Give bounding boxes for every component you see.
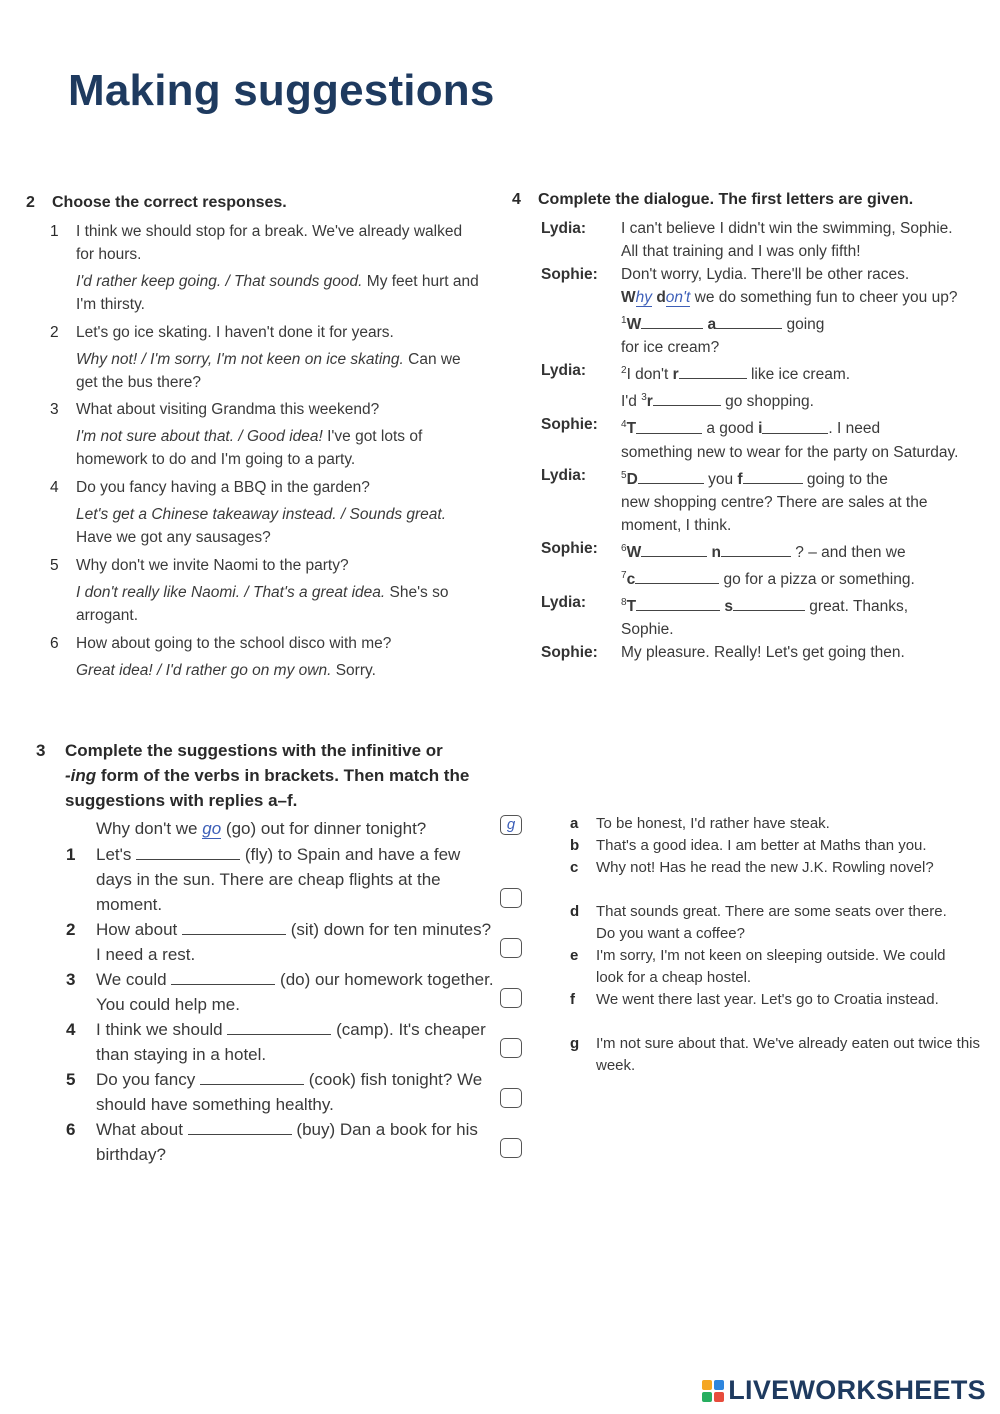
suggestion-item: 2 How about (sit) down for ten minutes? I need a rest.: [66, 920, 492, 964]
item-number: 5: [50, 557, 59, 574]
speaker-name: Sophie:: [541, 644, 598, 662]
dialogue-line: Lydia: $^8$T s great. Thanks, Sophie.: [541, 591, 961, 641]
speaker-name: Lydia:: [541, 220, 587, 237]
dialogue-line: Sophie: $^4$T a good i . I need something new to wear for the party on Saturday.: [541, 413, 961, 463]
match-box-example: g: [500, 815, 522, 835]
dialogue-line: Sophie: Don't worry, Lydia. There'll be other races. Why don't we do something fun to cheer you up? $^1$W a going for ice cream?: [541, 263, 961, 359]
exercise-number: 4: [512, 191, 521, 208]
reply-item: g I'm not sure about that. We've already eaten out twice this week.: [570, 1035, 980, 1074]
verb-blank[interactable]: [227, 1020, 331, 1035]
dialogue-line: Lydia: I can't believe I didn't win the swimming, Sophie. All that training and I was only fifth!: [541, 217, 961, 263]
blank-6a[interactable]: [641, 542, 707, 557]
dialogue-line: Sophie: My pleasure. Really! Let's get going then.: [541, 641, 961, 664]
blank-4b[interactable]: [762, 419, 828, 434]
reply-item: f We went there last year. Let's go to Croatia instead.: [570, 991, 939, 1008]
blank-8b[interactable]: [733, 596, 805, 611]
exercise-number: 3: [36, 741, 46, 760]
suggestion-item: 5 Do you fancy (cook) fish tonight? We should have something healthy.: [66, 1070, 483, 1114]
item-number: 4: [50, 479, 59, 496]
exercise-2-heading: [26, 194, 287, 212]
blank-6b[interactable]: [721, 542, 791, 557]
answer-options[interactable]: Let's get a Chinese takeaway instead. / Sounds great. Have we got any sausages?: [76, 506, 447, 546]
exercise-instruction: Complete the dialogue. The first letters are given.: [538, 191, 914, 208]
exercise-instruction: Complete the suggestions with the infinitive or -ing form of the verbs in brackets. Then match the suggestions with replies a–f.: [65, 741, 470, 810]
liveworksheets-logo-icon: [702, 1380, 724, 1402]
exercise-4-heading: [512, 191, 913, 209]
suggestion-item: 1 Let's (fly) to Spain and have a few days in the sun. There are cheap flights at the moment.: [66, 845, 461, 914]
blank-1b[interactable]: [716, 314, 782, 329]
match-box[interactable]: [500, 938, 522, 958]
exercise-number: 2: [26, 194, 35, 211]
question-text: Why don't we invite Naomi to the party?: [76, 557, 349, 574]
liveworksheets-logo[interactable]: [702, 1375, 986, 1406]
blank-5b[interactable]: [743, 469, 803, 484]
answer-options[interactable]: Great idea! / I'd rather go on my own. Sorry.: [76, 662, 376, 679]
ex2-item: [50, 321, 480, 394]
blank-7[interactable]: [635, 569, 719, 584]
ex2-item: [50, 632, 480, 682]
blank-2[interactable]: [679, 364, 747, 379]
brand-name: LIVEWORKSHEETS: [728, 1375, 986, 1405]
speaker-name: Lydia:: [541, 362, 587, 380]
item-number: 6: [50, 635, 59, 652]
item-number: 1: [50, 223, 59, 240]
verb-blank[interactable]: [188, 1120, 292, 1135]
suggestion-item: 6 What about (buy) Dan a book for his birthday?: [66, 1120, 478, 1164]
match-box[interactable]: [500, 988, 522, 1008]
verb-blank[interactable]: [200, 1070, 304, 1085]
verb-blank[interactable]: [171, 970, 275, 985]
dialogue-line: Lydia: $^2$I don't r like ice cream. I'd $^3$r go shopping.: [541, 359, 961, 413]
blank-3[interactable]: [653, 391, 721, 406]
dialogue-line: Lydia: $^5$D you f going to the new shopping centre? There are sales at the moment, I think.: [541, 464, 961, 537]
speaker-name: Lydia:: [541, 466, 587, 484]
speaker-name: Sophie:: [541, 416, 598, 434]
example-answer: hy: [635, 289, 653, 306]
answer-options[interactable]: I don't really like Naomi. / That's a great idea. She's so arrogant.: [76, 584, 449, 624]
question-text: Let's go ice skating. I haven't done it for years.: [76, 324, 394, 341]
speaker-name: Sophie:: [541, 539, 598, 557]
ex2-item: [50, 554, 480, 627]
exercise-3-heading: [36, 738, 536, 813]
question-text: I think we should stop for a break. We've already walked for hours.: [76, 223, 463, 263]
verb-blank[interactable]: [182, 920, 286, 935]
suggestion-item: 3 We could (do) our homework together. You could help me.: [66, 970, 494, 1014]
example-item: Why don't we go (go) out for dinner tonight?: [96, 819, 427, 838]
ex2-item: [50, 398, 480, 471]
answer-options[interactable]: I'd rather keep going. / That sounds good. My feet hurt and I'm thirsty.: [76, 273, 479, 313]
answer-options[interactable]: Why not! / I'm sorry, I'm not keen on ice skating. Can we get the bus there?: [76, 351, 461, 391]
ex2-item: [50, 220, 480, 316]
blank-1a[interactable]: [641, 314, 703, 329]
reply-item: e I'm sorry, I'm not keen on sleeping outside. We could look for a cheap hostel.: [570, 947, 946, 986]
match-box[interactable]: [500, 1138, 522, 1158]
answer-options[interactable]: I'm not sure about that. / Good idea! I've got lots of homework to do and I'm going to a party.: [76, 428, 423, 468]
reply-item: b That's a good idea. I am better at Maths than you.: [570, 837, 927, 854]
dialogue: [541, 217, 961, 664]
reply-item: c Why not! Has he read the new J.K. Rowling novel?: [570, 859, 934, 876]
dialogue-line: Sophie: $^6$W n ? – and then we $^7$c go for a pizza or something.: [541, 537, 961, 591]
reply-item: a To be honest, I'd rather have steak.: [570, 815, 830, 832]
page-title: Making suggestions: [68, 66, 495, 115]
blank-5a[interactable]: [638, 469, 704, 484]
verb-blank[interactable]: [136, 845, 240, 860]
question-text: How about going to the school disco with me?: [76, 635, 392, 652]
blank-4a[interactable]: [636, 419, 702, 434]
item-number: 2: [50, 324, 59, 341]
ex2-item: [50, 476, 480, 549]
exercise-instruction: Choose the correct responses.: [52, 194, 287, 211]
speaker-name: Lydia:: [541, 594, 587, 612]
question-text: What about visiting Grandma this weekend?: [76, 401, 380, 418]
question-text: Do you fancy having a BBQ in the garden?: [76, 479, 370, 496]
match-box[interactable]: [500, 1088, 522, 1108]
reply-item: d That sounds great. There are some seats over there. Do you want a coffee?: [570, 903, 947, 942]
match-box[interactable]: [500, 1038, 522, 1058]
example-answer: on't: [665, 289, 691, 306]
blank-8a[interactable]: [636, 596, 720, 611]
item-number: 3: [50, 401, 59, 418]
suggestion-item: 4 I think we should (camp). It's cheaper than staying in a hotel.: [66, 1020, 486, 1064]
speaker-name: Sophie:: [541, 266, 598, 283]
match-box[interactable]: [500, 888, 522, 908]
example-answer: go: [202, 819, 222, 838]
suggestions-list: [66, 816, 536, 1176]
